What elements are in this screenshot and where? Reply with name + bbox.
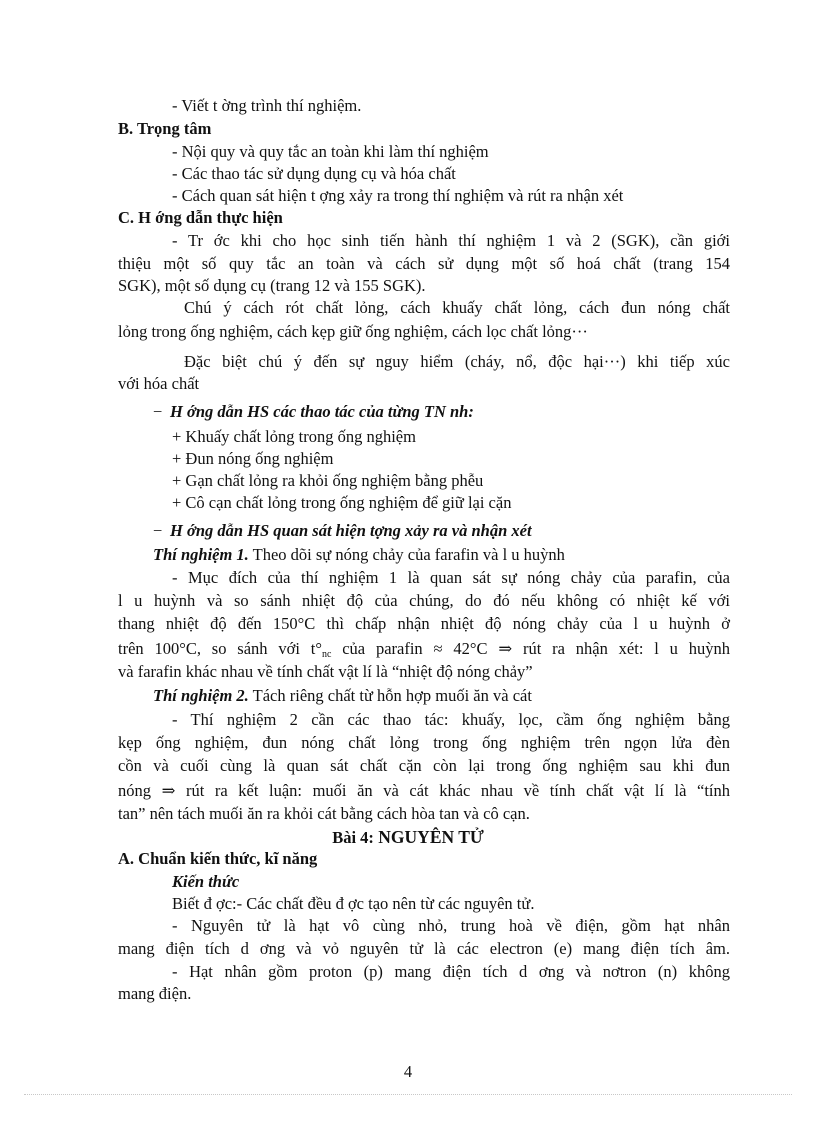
experiment-label: Thí nghiệm 1. [153, 545, 249, 564]
text-line: - Tr ớc khi cho học sinh tiến hành thí nghiệm 1 và 2 (SGK), cần giới [172, 231, 730, 250]
text-line: Chú ý cách rót chất lỏng, cách khuấy chất lỏng, cách đun nóng chất [184, 298, 730, 317]
text-line: - Hạt nhân gồm proton (p) mang điện tích d ơng và nơtron (n) không [172, 962, 730, 981]
dash-bullet: − [153, 402, 163, 421]
text-line: kẹp ống nghiệm, đun nóng chất lỏng trong ống nghiệm trên ngọn lửa đèn [118, 733, 730, 752]
text-line: với hóa chất [118, 374, 200, 393]
text-line: thiệu một số quy tắc an toàn và cách sử dụng một số hoá chất (trang 154 [118, 254, 730, 273]
subheading: Kiến thức [172, 872, 240, 891]
footer-divider [24, 1094, 792, 1095]
text-line: - Mục đích của thí nghiệm 1 là quan sát sự nóng chảy của parafin, của [172, 568, 730, 587]
text-line: - Nguyên tử là hạt vô cùng nhỏ, trung hoà về điện, gồm hạt nhân [172, 916, 730, 935]
text-line: thang nhiệt độ đến 150°C thì chấp nhận nhiệt độ nóng chảy của l u huỳnh ở [118, 614, 730, 633]
text-line: - Các thao tác sử dụng dụng cụ và hóa chất [172, 164, 456, 183]
text-line: nóng ⇒ rút ra kết luận: muối ăn và cát khác nhau về tính chất vật lí là “tính [118, 781, 730, 800]
list-item: + Cô cạn chất lỏng trong ống nghiệm để giữ lại cặn [172, 493, 512, 512]
text-line: trên 100°C, so sánh với t°nc của parafin ≈ 42°C ⇒ rút ra nhận xét: l u huỳnh [118, 639, 730, 660]
list-item: + Đun nóng ống nghiệm [172, 449, 334, 468]
text-line: tan” nên tách muối ăn ra khỏi cát bằng cách hòa tan và cô cạn. [118, 804, 530, 823]
subheading: H ớng dẫn HS quan sát hiện tợng xảy ra và nhận xét [170, 521, 532, 540]
text-line: Đặc biệt chú ý đến sự nguy hiểm (cháy, nổ, độc hại···) khi tiếp xúc [184, 352, 730, 371]
experiment-label: Thí nghiệm 2. [153, 686, 249, 705]
page-number: 4 [403, 1062, 413, 1081]
section-heading-a: A. Chuẩn kiến thức, kĩ năng [118, 849, 318, 868]
text-line: - Nội quy và quy tắc an toàn khi làm thí nghiệm [172, 142, 489, 161]
section-heading-b: B. Trọng tâm [118, 119, 212, 138]
section-heading-c: C. H ớng dẫn thực hiện [118, 208, 283, 227]
text-line: và farafin khác nhau về tính chất vật lí là “nhiệt độ nóng chảy” [118, 662, 533, 681]
text-line: mang điện tích d ơng và vỏ nguyên tử là các electron (e) mang điện tích âm. [118, 939, 730, 958]
text-line: - Cách quan sát hiện t ợng xảy ra trong thí nghiệm và rút ra nhận xét [172, 186, 624, 205]
experiment-2-line: Thí nghiệm 2. Tách riêng chất từ hỗn hợp muối ăn và cát [153, 686, 532, 705]
text-line: - Viết t ờng trình thí nghiệm. [172, 96, 362, 115]
text-line: - Thí nghiệm 2 cần các thao tác: khuấy, lọc, cầm ống nghiệm bằng [172, 710, 730, 729]
text-line: cồn và cuối cùng là quan sát chất cặn còn lại trong ống nghiệm sau khi đun [118, 756, 730, 775]
text-line: SGK), một số dụng cụ (trang 12 và 155 SGK). [118, 276, 426, 295]
list-item: + Khuấy chất lỏng trong ống nghiệm [172, 427, 416, 446]
text-line: Biết đ ợc:- Các chất đều đ ợc tạo nên từ các nguyên tử. [172, 894, 535, 913]
text-line: mang điện. [118, 984, 192, 1003]
subheading: H ớng dẫn HS các thao tác của từng TN nh: [170, 402, 474, 421]
text-line: lỏng trong ống nghiệm, cách kẹp giữ ống nghiệm, cách lọc chất lỏng··· [118, 322, 588, 341]
experiment-1-line: Thí nghiệm 1. Theo dõi sự nóng chảy của farafin và l u huỳnh [153, 545, 565, 564]
lesson-title: Bài 4: NGUYÊN TỬ [332, 827, 484, 847]
list-item: + Gạn chất lỏng ra khỏi ống nghiệm bằng phễu [172, 471, 484, 490]
dash-bullet: − [153, 521, 163, 540]
text-line: l u huỳnh và so sánh nhiệt độ của chúng, do đó nếu không có nhiệt kế với [118, 591, 730, 610]
